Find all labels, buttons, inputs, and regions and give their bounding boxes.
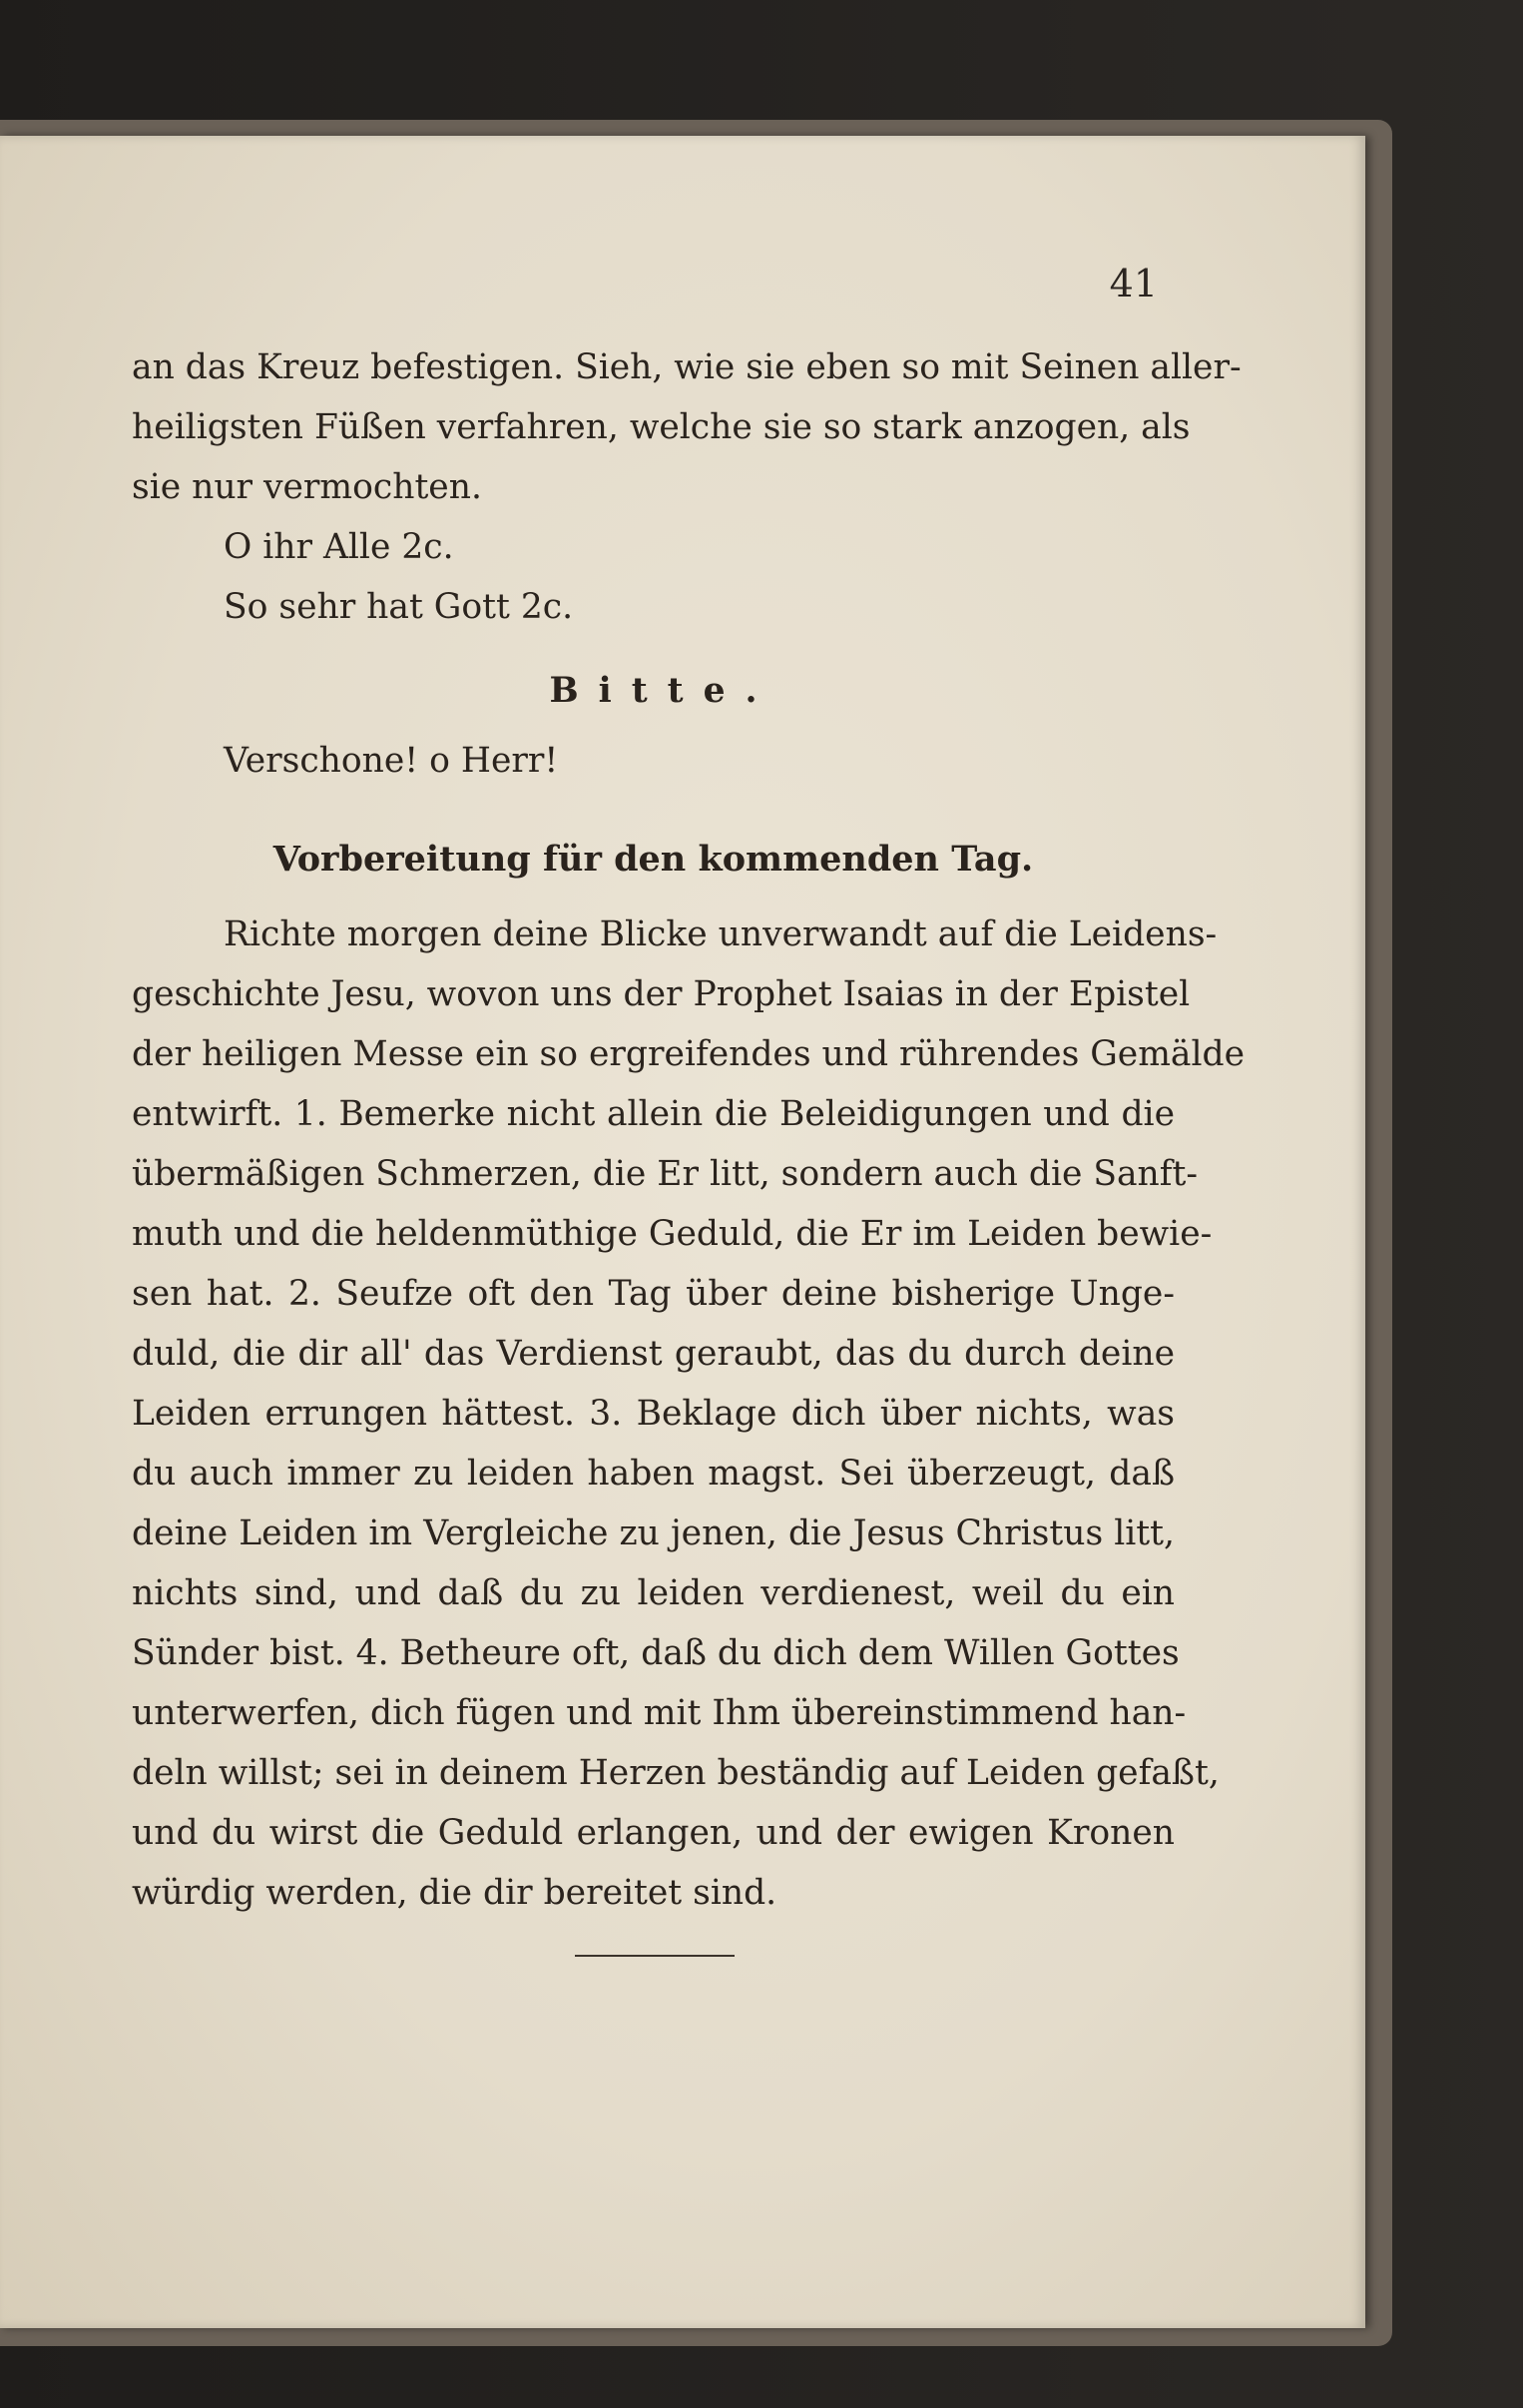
text-line: Leiden errungen hättest. 3. Beklage dich über nichts, was (132, 1394, 1175, 1434)
text-line: geschichte Jesu, wovon uns der Prophet Isaias in der Epistel (132, 974, 1191, 1014)
refrain-line: So sehr hat Gott 2c. (224, 587, 574, 627)
text-line: nichts sind, und daß du zu leiden verdienest, weil du ein (132, 1573, 1175, 1613)
text-line: unterwerfen, dich fügen und mit Ihm übereinstimmend han- (132, 1693, 1187, 1733)
page-number: 41 (1109, 262, 1158, 305)
section-heading-preparation: Vorbereitung für den kommenden Tag. (272, 839, 1034, 880)
text-line: der heiligen Messe ein so ergreifendes und rührendes Gemälde (132, 1034, 1246, 1074)
text-line: würdig werden, die dir bereitet sind. (132, 1873, 777, 1913)
text-line: deine Leiden im Vergleiche zu jenen, die Jesus Christus litt, (132, 1513, 1175, 1553)
closing-rule (575, 1955, 735, 1957)
text-line: muth und die heldenmüthige Geduld, die Er im Leiden bewie- (132, 1214, 1213, 1254)
text-line: und du wirst die Geduld erlangen, und der ewigen Kronen (132, 1813, 1175, 1853)
prayer-line: Verschone! o Herr! (224, 741, 559, 781)
text-line: Richte morgen deine Blicke unverwandt auf die Leidens- (224, 914, 1218, 954)
text-line: deln willst; sei in deinem Herzen beständig auf Leiden gefaßt, (132, 1753, 1220, 1793)
text-line: an das Kreuz befestigen. Sieh, wie sie eben so mit Seinen aller- (132, 347, 1242, 387)
text-line: du auch immer zu leiden haben magst. Sei überzeugt, daß (132, 1454, 1175, 1494)
text-line: duld, die dir all' das Verdienst geraubt, das du durch deine (132, 1334, 1175, 1374)
text-line: übermäßigen Schmerzen, die Er litt, sondern auch die Sanft- (132, 1154, 1199, 1194)
text-line: heiligsten Füßen verfahren, welche sie so stark anzogen, als (132, 407, 1191, 447)
text-line: Sünder bist. 4. Betheure oft, daß du dich dem Willen Gottes (132, 1633, 1180, 1673)
text-line: entwirft. 1. Bemerke nicht allein die Beleidigungen und die (132, 1094, 1175, 1134)
section-heading-bitte: Bitte. (549, 671, 777, 711)
book-page (0, 136, 1365, 2328)
page-text (132, 337, 1246, 1923)
text-line: sen hat. 2. Seufze oft den Tag über deine bisherige Unge- (132, 1274, 1175, 1314)
refrain-line: O ihr Alle 2c. (224, 527, 454, 567)
text-line: sie nur vermochten. (132, 467, 482, 507)
